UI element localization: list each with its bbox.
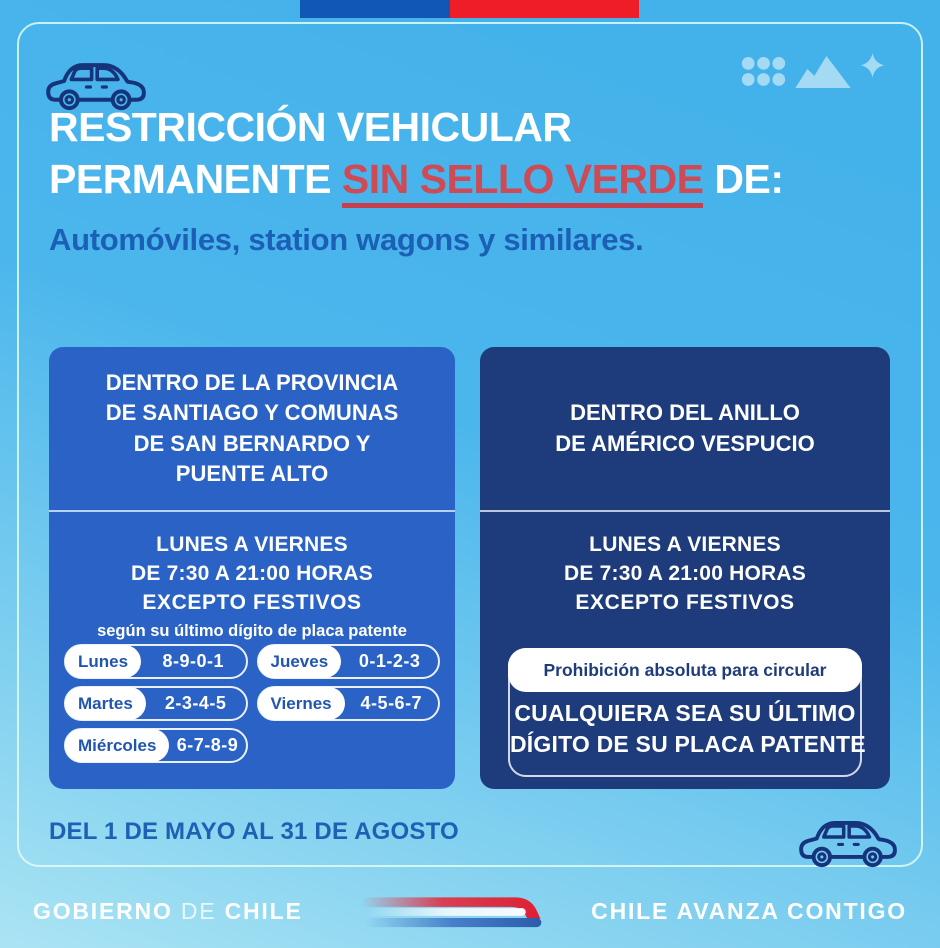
flag-swoosh-logo	[338, 893, 584, 931]
dots-grid-icon	[740, 54, 787, 88]
table-row	[64, 644, 248, 679]
schedule-hours: DE 7:30 A 21:00 HORAS	[564, 561, 806, 585]
footer	[0, 888, 940, 948]
schedule-exception: EXCEPTO FESTIVOS	[575, 590, 795, 614]
schedule-exception: EXCEPTO FESTIVOS	[142, 590, 362, 614]
flag-stripe-red	[450, 0, 639, 18]
card-left-title-line: DE SAN BERNARDO Y	[133, 430, 371, 456]
card-left-schedule	[49, 531, 455, 643]
card-provincia-santiago	[49, 347, 455, 789]
table-row	[257, 644, 441, 679]
day-digit-table	[64, 644, 440, 763]
slogan: CHILE AVANZA CONTIGO	[591, 898, 907, 924]
any-digit-line: CUALQUIERA SEA SU ÚLTIMO	[514, 700, 856, 726]
validity-period: DEL 1 DE MAYO AL 31 DE AGOSTO	[49, 818, 459, 845]
title-line1: RESTRICCIÓN VEHICULAR	[49, 104, 572, 150]
gobierno-de-chile-wordmark	[33, 898, 303, 925]
gov-word-de: DE	[180, 898, 217, 924]
card-right-schedule	[480, 531, 890, 618]
card-left-title	[49, 347, 455, 510]
schedule-hours: DE 7:30 A 21:00 HORAS	[131, 561, 373, 585]
card-divider	[480, 510, 890, 512]
card-left-title-line: PUENTE ALTO	[175, 460, 329, 486]
schedule-note: según su último dígito de placa patente	[97, 621, 407, 640]
table-row	[257, 686, 441, 721]
title-line2-prefix: PERMANENTE	[49, 155, 342, 202]
table-row	[64, 728, 248, 763]
card-right-title-line: DENTRO DEL ANILLO	[570, 400, 800, 426]
sparkle-icon	[859, 50, 886, 88]
card-divider	[49, 510, 455, 512]
day-digits: 4-5-6-7	[360, 693, 423, 713]
prohibition-box	[508, 648, 866, 777]
table-row	[64, 686, 248, 721]
day-digits: 6-7-8-9	[176, 735, 239, 755]
card-left-title-line: DENTRO DE LA PROVINCIA	[105, 369, 399, 395]
any-digit-text	[510, 698, 866, 760]
schedule-days: LUNES A VIERNES	[156, 533, 348, 556]
card-right-title-line: DE AMÉRICO VESPUCIO	[555, 430, 815, 456]
title-line2-suffix: DE:	[703, 155, 784, 202]
day-label: Miércoles	[65, 729, 169, 762]
card-anillo-vespucio	[480, 347, 890, 789]
flag-stripe-blue	[300, 0, 450, 18]
day-label: Martes	[65, 687, 146, 720]
day-digits: 8-9-0-1	[162, 651, 225, 671]
day-label: Lunes	[65, 645, 141, 678]
decorative-icons	[740, 50, 886, 88]
card-right-title	[480, 347, 890, 510]
day-label: Viernes	[258, 687, 345, 720]
mountains-icon	[794, 50, 852, 88]
any-digit-line: DÍGITO DE SU PLACA PATENTE	[510, 731, 866, 758]
gov-word: CHILE	[224, 898, 303, 924]
title-highlight-sin-sello-verde: SIN SELLO VERDE	[342, 158, 704, 208]
day-label: Jueves	[258, 645, 342, 678]
prohibition-pill: Prohibición absoluta para circular	[508, 648, 862, 692]
subtitle: Automóviles, station wagons y similares.	[49, 222, 644, 257]
day-digits: 0-1-2-3	[358, 651, 421, 671]
day-digits: 2-3-4-5	[164, 693, 227, 713]
car-icon	[798, 810, 898, 871]
gov-word: GOBIERNO	[33, 898, 173, 924]
card-left-title-line: DE SANTIAGO Y COMUNAS	[105, 400, 399, 426]
schedule-days: LUNES A VIERNES	[589, 533, 781, 556]
page-title	[49, 102, 783, 208]
